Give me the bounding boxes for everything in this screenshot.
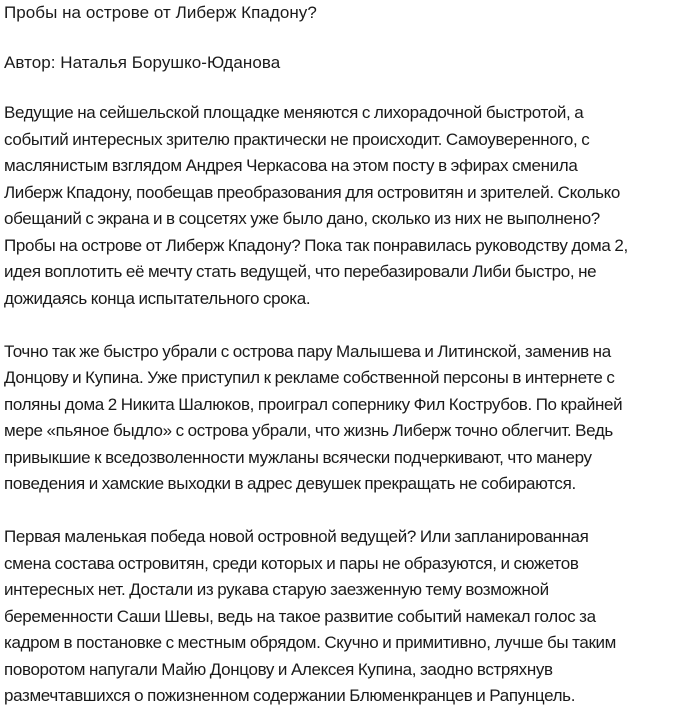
paragraph-line: Донцову и Купина. Уже приступил к рекламе собственной персоны в интернете с	[4, 368, 615, 387]
paragraph-line: дожидаясь конца испытательного срока.	[4, 288, 311, 308]
paragraph-line: поляны дома 2 Никита Шалюков, проиграл сопернику Фил Кострубов. По крайней	[4, 394, 623, 414]
paragraph-line: маслянистым взглядом Андрея Черкасова на этом посту в эфирах сменила	[4, 156, 578, 175]
paragraph-1	[4, 100, 695, 312]
paragraph-line: Ведущие на сейшельской площадке меняются с лихорадочной быстротой, а	[4, 103, 584, 122]
paragraph-line: интересных нет. Достали из рукава старую заезженную тему возможной	[4, 580, 549, 599]
paragraph-line: Первая маленькая победа новой островной ведущей? Или запланированная	[4, 527, 589, 546]
article-title: Пробы на острове от Либерж Кпадону?	[4, 3, 317, 22]
paragraph-line: обещаний с экрана и в соцсетях уже было дано, сколько из них не выполнено?	[4, 209, 600, 228]
paragraph-line: Либерж Кпадону, пообещав преобразования для островитян и зрителей. Сколько	[4, 182, 621, 202]
paragraph-line: поведения и хамские выходки в адрес девушек прекращать не собираются.	[4, 474, 576, 493]
paragraph-line: размечтавшихся о пожизненном содержании Блюменкранцев и Рапунцель.	[4, 686, 576, 705]
paragraph-line: привыкшие к вседозволенности мужланы всячески подчеркивают, что манеру	[4, 447, 592, 467]
paragraph-2	[4, 339, 695, 498]
article-author: Автор: Наталья Борушко-Юданова	[4, 53, 281, 72]
paragraph-3	[4, 524, 695, 710]
paragraph-line: кадром в постановке с местным обрядом. Скучно и примитивно, лучше бы таким	[4, 633, 617, 652]
paragraph-line: беременности Саши Шевы, ведь на такое развитие событий намекал голос за	[4, 606, 596, 626]
paragraph-line: Точно так же быстро убрали с острова пару Малышева и Литинской, заменив на	[4, 341, 611, 361]
paragraph-line: идея воплотить её мечту стать ведущей, что перебазировали Либи быстро, не	[4, 262, 597, 281]
paragraph-line: событий интересных зрителю практически не происходит. Самоуверенного, с	[4, 129, 590, 149]
paragraph-line: поворотом напугали Майю Донцову и Алексея Купина, заодно встряхнув	[4, 659, 553, 679]
paragraph-line: Пробы на острове от Либерж Кпадону? Пока так понравилась руководству дома 2,	[4, 235, 628, 255]
paragraph-line: смена состава островитян, среди которых и пары не образуются, и сюжетов	[4, 553, 579, 573]
paragraph-line: мере «пьяное быдло» с острова убрали, что жизнь Либерж точно облегчит. Ведь	[4, 421, 613, 440]
